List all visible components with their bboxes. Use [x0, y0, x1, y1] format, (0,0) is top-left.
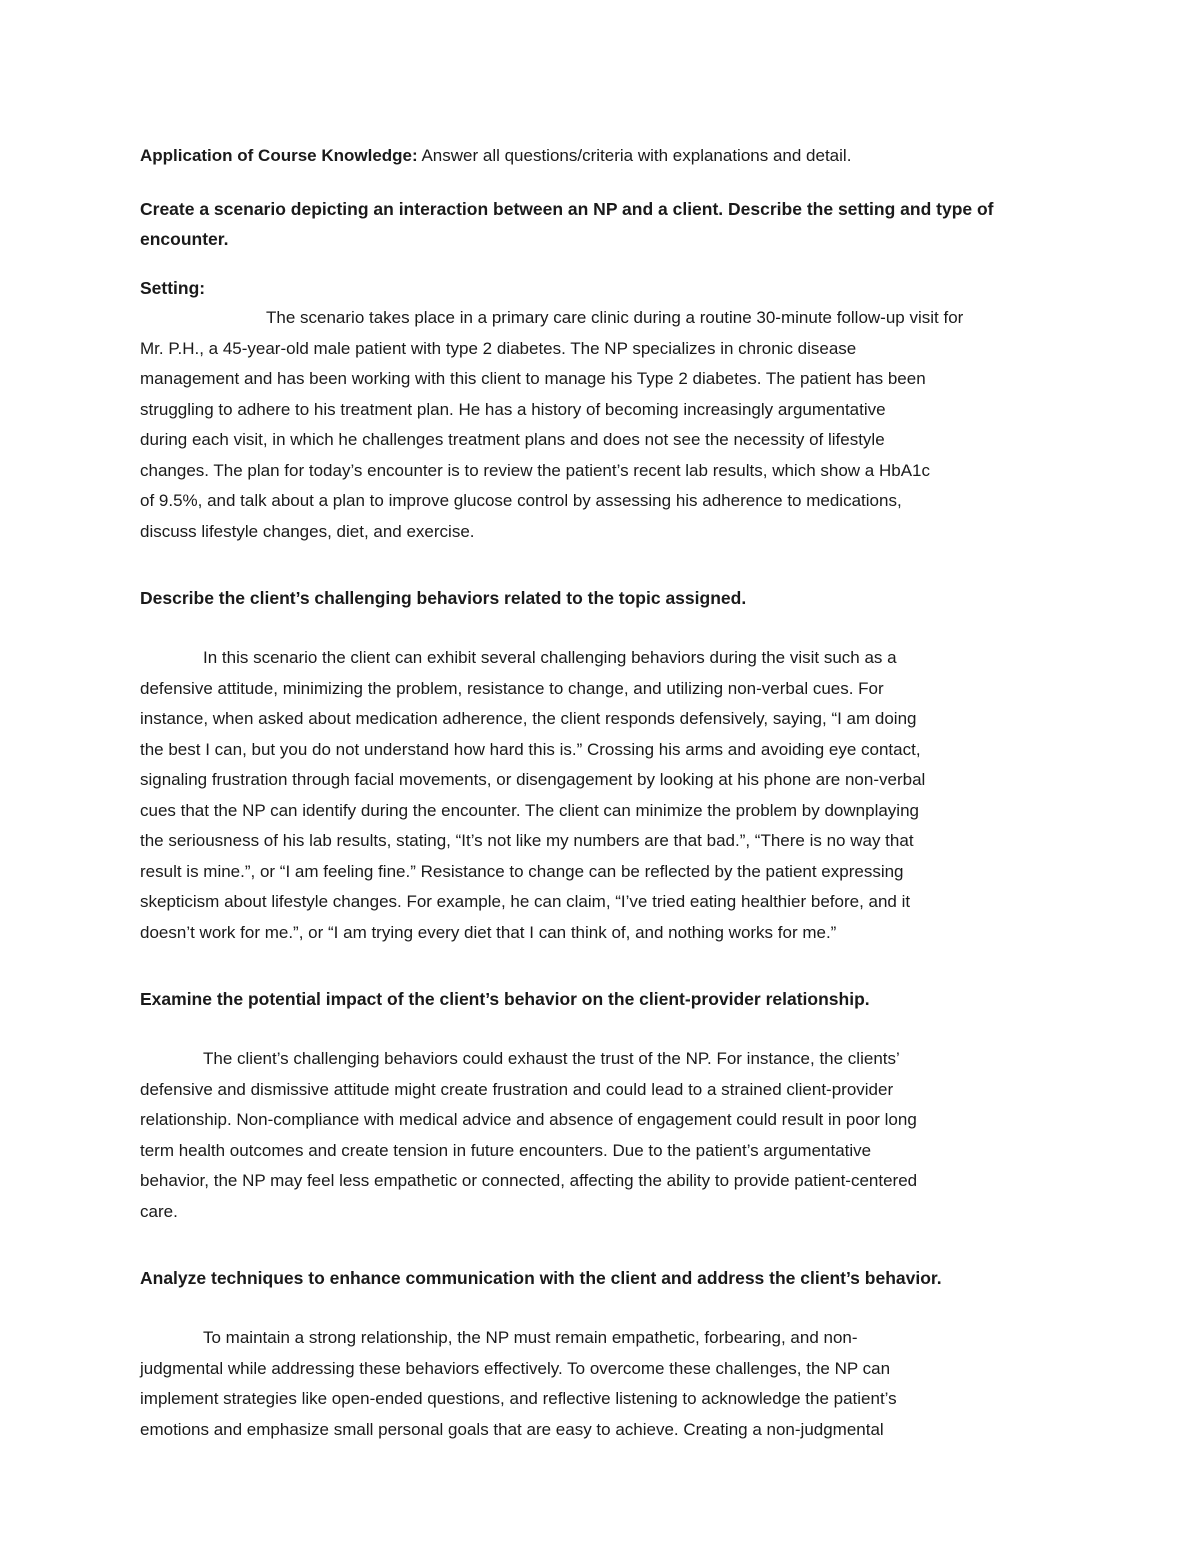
- paragraph-line: the best I can, but you do not understand how hard this is.” Crossing his arms and avoiding eye contact,: [140, 739, 921, 759]
- paragraph-line: term health outcomes and create tension in future encounters. Due to the patient’s argumentative: [140, 1140, 872, 1160]
- techniques-heading: Analyze techniques to enhance communication with the client and address the client’s behavior.: [140, 1268, 942, 1288]
- paragraph-line: instance, when asked about medication adherence, the client responds defensively, saying, “I am doing: [140, 709, 917, 728]
- paragraph-line: the seriousness of his lab results, stating, “It’s not like my numbers are that bad.”, “There is no way that: [140, 831, 914, 850]
- intro-label: Application of Course Knowledge:: [140, 146, 418, 165]
- paragraph-line: cues that the NP can identify during the encounter. The client can minimize the problem by downplaying: [140, 800, 919, 820]
- paragraph-line: skepticism about lifestyle changes. For example, he can claim, “I’ve tried eating healthier before, and it: [140, 892, 911, 911]
- setting-paragraph: [140, 303, 1060, 547]
- paragraph-line: implement strategies like open-ended questions, and reflective listening to acknowledge the patient’s: [140, 1389, 897, 1408]
- paragraph-line: The scenario takes place in a primary care clinic during a routine 30-minute follow-up visit for: [266, 308, 964, 327]
- paragraph-line: discuss lifestyle changes, diet, and exercise.: [140, 521, 475, 541]
- impact-paragraph: [140, 1044, 1060, 1227]
- paragraph-line: during each visit, in which he challenges treatment plans and does not see the necessity of lifestyle: [140, 430, 885, 449]
- scenario-heading-line: Create a scenario depicting an interaction between an NP and a client. Describe the setting and type of: [140, 199, 994, 219]
- paragraph-line: result is mine.”, or “I am feeling fine.” Resistance to change can be reflected by the patient expressing: [140, 861, 904, 881]
- impact-heading: Examine the potential impact of the client’s behavior on the client-provider relationship.: [140, 989, 870, 1009]
- paragraph-line: The client’s challenging behaviors could exhaust the trust of the NP. For instance, the clients’: [203, 1049, 900, 1068]
- scenario-heading: [140, 194, 1060, 254]
- paragraph-line: struggling to adhere to his treatment plan. He has a history of becoming increasingly argumentative: [140, 399, 886, 419]
- intro-text: Answer all questions/criteria with explanations and detail.: [417, 146, 852, 165]
- paragraph-line: To maintain a strong relationship, the NP must remain empathetic, forbearing, and non-: [203, 1328, 858, 1347]
- paragraph-line: defensive and dismissive attitude might create frustration and could lead to a strained client-provider: [140, 1079, 894, 1099]
- scenario-heading-line: encounter.: [140, 229, 229, 249]
- intro-line: [140, 141, 1060, 171]
- techniques-paragraph: [140, 1323, 1060, 1445]
- paragraph-line: judgmental while addressing these behaviors effectively. To overcome these challenges, the NP can: [140, 1358, 891, 1378]
- paragraph-line: emotions and emphasize small personal goals that are easy to achieve. Creating a non-judgmental: [140, 1419, 884, 1439]
- paragraph-line: In this scenario the client can exhibit several challenging behaviors during the visit such as a: [203, 648, 897, 667]
- setting-heading: Setting:: [140, 278, 206, 298]
- paragraph-line: defensive attitude, minimizing the problem, resistance to change, and utilizing non-verbal cues. For: [140, 678, 884, 698]
- paragraph-line: care.: [140, 1201, 178, 1221]
- paragraph-line: Mr. P.H., a 45-year-old male patient with type 2 diabetes. The NP specializes in chronic disease: [140, 338, 857, 358]
- behaviors-heading: Describe the client’s challenging behaviors related to the topic assigned.: [140, 588, 747, 608]
- paragraph-line: doesn’t work for me.”, or “I am trying every diet that I can think of, and nothing works for me.”: [140, 922, 837, 942]
- paragraph-line: behavior, the NP may feel less empathetic or connected, affecting the ability to provide patient-centered: [140, 1171, 918, 1190]
- paragraph-line: relationship. Non-compliance with medical advice and absence of engagement could result in poor long: [140, 1110, 917, 1129]
- paragraph-line: signaling frustration through facial movements, or disengagement by looking at his phone are non-verbal: [140, 770, 926, 789]
- paragraph-line: of 9.5%, and talk about a plan to improve glucose control by assessing his adherence to medications,: [140, 491, 902, 510]
- behaviors-paragraph: [140, 643, 1060, 948]
- paragraph-line: changes. The plan for today’s encounter is to review the patient’s recent lab results, which show a HbA1c: [140, 460, 931, 480]
- paragraph-line: management and has been working with this client to manage his Type 2 diabetes. The patient has been: [140, 369, 926, 388]
